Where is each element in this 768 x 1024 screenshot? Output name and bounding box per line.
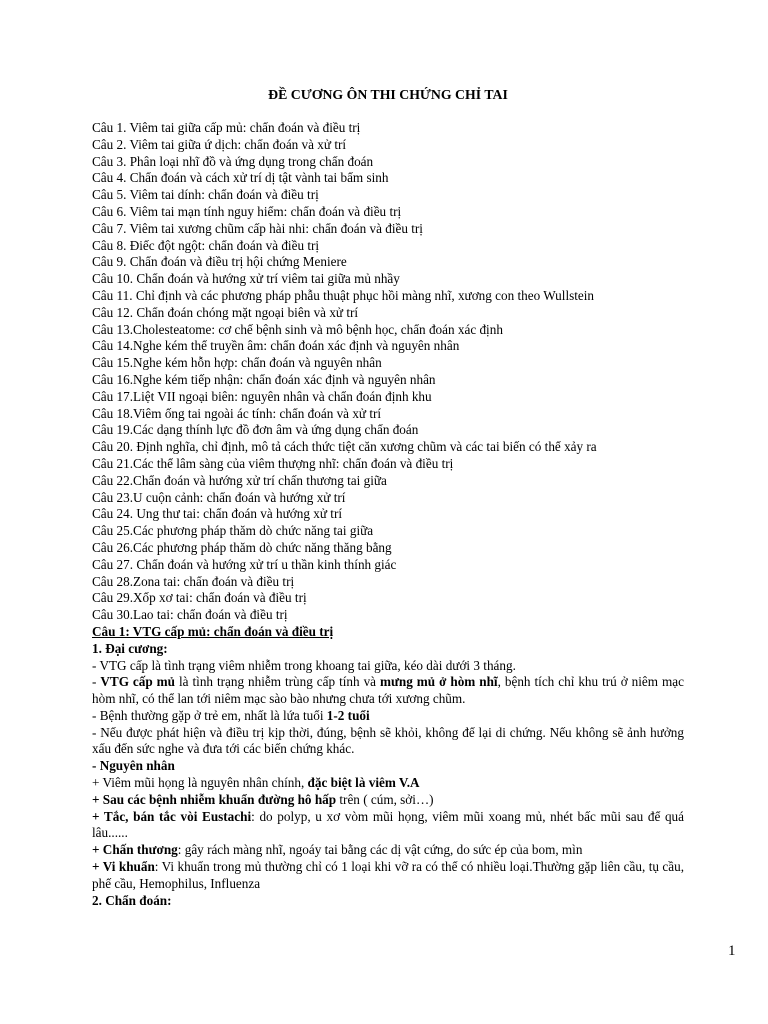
question-item: Câu 5. Viêm tai dính: chẩn đoán và điều trị: [92, 187, 319, 203]
question-item: Câu 25.Các phương pháp thăm dò chức năng tai giữa: [92, 523, 374, 539]
question-list: [92, 120, 684, 624]
subsection-heading-2: 2. Chẩn đoán:: [92, 892, 172, 908]
paragraph-cause-4: + Chấn thương: gây rách màng nhĩ, ngoáy tai bằng các dị vật cứng, do sức ép của bom, mìn: [92, 842, 583, 858]
question-item: Câu 18.Viêm ống tai ngoài ác tính: chẩn đoán và xử trí: [92, 405, 382, 421]
question-item: Câu 24. Ung thư tai: chẩn đoán và hướng xử trí: [92, 506, 342, 522]
document-body: [92, 86, 684, 909]
question-item: Câu 22.Chẩn đoán và hướng xử trí chấn thương tai giữa: [92, 472, 387, 488]
question-item: Câu 11. Chỉ định và các phương pháp phẫu thuật phục hồi màng nhĩ, xương con theo Wullstein: [92, 287, 595, 303]
question-item: Câu 16.Nghe kém tiếp nhận: chẩn đoán xác định và nguyên nhân: [92, 371, 436, 387]
paragraph-cause-1: + Viêm mũi họng là nguyên nhân chính, đặc biệt là viêm V.A: [92, 775, 420, 791]
question-item: Câu 30.Lao tai: chẩn đoán và điều trị: [92, 607, 288, 623]
question-item: Câu 26.Các phương pháp thăm dò chức năng thăng bằng: [92, 539, 392, 555]
question-item: Câu 19.Các dạng thính lực đồ đơn âm và ứng dụng chẩn đoán: [92, 422, 419, 438]
question-item: Câu 7. Viêm tai xương chũm cấp hài nhi: chẩn đoán và điều trị: [92, 220, 423, 236]
page-number: 1: [728, 943, 736, 959]
question-item: Câu 10. Chẩn đoán và hướng xử trí viêm tai giữa mủ nhầy: [92, 271, 400, 287]
paragraph-cause-3: + Tắc, bán tắc vòi Eustachi: do polyp, u xơ vòm mũi họng, viêm mũi xoang mủ, nhét bấc mũi sau để quá lâu......: [92, 808, 685, 841]
question-item: Câu 13.Cholesteatome: cơ chế bệnh sinh và mô bệnh học, chẩn đoán xác định: [92, 321, 503, 337]
question-item: Câu 14.Nghe kém thể truyền âm: chẩn đoán xác định và nguyên nhân: [92, 338, 460, 354]
question-item: Câu 27. Chẩn đoán và hướng xử trí u thần kinh thính giác: [92, 556, 397, 572]
question-item: Câu 1. Viêm tai giữa cấp mủ: chẩn đoán và điều trị: [92, 120, 361, 135]
question-item: Câu 4. Chẩn đoán và cách xử trí dị tật vành tai bẩm sinh: [92, 170, 389, 186]
question-item: Câu 21.Các thể lâm sàng của viêm thượng nhĩ: chẩn đoán và điều trị: [92, 455, 454, 471]
question-item: Câu 17.Liệt VII ngoại biên: nguyên nhân và chẩn đoán định khu: [92, 388, 432, 404]
question-item: Câu 29.Xốp xơ tai: chẩn đoán và điều trị: [92, 590, 307, 606]
question-item: Câu 2. Viêm tai giữa ứ dịch: chẩn đoán và xử trí: [92, 136, 347, 152]
section-heading: Câu 1: VTG cấp mủ: chẩn đoán và điều trị: [92, 623, 334, 639]
document-title: ĐỀ CƯƠNG ÔN THI CHỨNG CHỈ TAI: [268, 87, 508, 102]
question-item: Câu 9. Chẩn đoán và điều trị hội chứng Meniere: [92, 254, 347, 270]
paragraph-definition: - VTG cấp là tình trạng viêm nhiễm trong khoang tai giữa, kéo dài dưới 3 tháng.: [92, 657, 516, 673]
paragraph-cause-2: + Sau các bệnh nhiễm khuẩn đường hô hấp trên ( cúm, sởi…): [92, 791, 434, 807]
question-item: Câu 8. Điếc đột ngột: chẩn đoán và điều trị: [92, 237, 320, 253]
question-item: Câu 6. Viêm tai mạn tính nguy hiểm: chẩn đoán và điều trị: [92, 203, 402, 219]
paragraph-age: - Bệnh thường gặp ở trẻ em, nhất là lứa tuổi 1-2 tuổi: [92, 707, 370, 723]
question-item: Câu 15.Nghe kém hỗn hợp: chẩn đoán và nguyên nhân: [92, 355, 382, 371]
question-item: Câu 20. Định nghĩa, chỉ định, mô tả cách thức tiệt căn xương chũm và các tai biến có thể xảy ra: [92, 439, 597, 455]
subsection-heading-1: 1. Đại cương:: [92, 640, 168, 656]
paragraph-cause-5: + Vi khuẩn: Vi khuẩn trong mủ thường chỉ có 1 loại khi vỡ ra có thể có nhiều loại.Thường gặp liên cầu, tụ cầu, phế cầu, Hemophilus, Influenza: [92, 859, 685, 891]
paragraph-cause-heading: - Nguyên nhân: [92, 758, 175, 774]
question-item: Câu 12. Chẩn đoán chóng mặt ngoại biên và xử trí: [92, 304, 359, 320]
paragraph-vtg-cap-mu: - VTG cấp mủ là tình trạng nhiễm trùng cấp tính và mưng mủ ở hòm nhĩ, bệnh tích chỉ khu trú ở niêm mạc hòm nhĩ, có thể lan tới niêm mạc sào bào nhưng chưa tới xương chũm.: [92, 674, 684, 707]
question-item: Câu 3. Phân loại nhĩ đồ và ứng dụng trong chẩn đoán: [92, 153, 374, 169]
paragraph-prognosis: - Nếu được phát hiện và điều trị kịp thời, đúng, bệnh sẽ khỏi, không để lại di chứng. Nếu không sẽ ảnh hưởng xấu đến sức nghe và đưa tới các biến chứng khác.: [92, 724, 684, 757]
question-item: Câu 23.U cuộn cảnh: chẩn đoán và hướng xử trí: [92, 489, 346, 505]
question-item: Câu 28.Zona tai: chẩn đoán và điều trị: [92, 573, 295, 589]
